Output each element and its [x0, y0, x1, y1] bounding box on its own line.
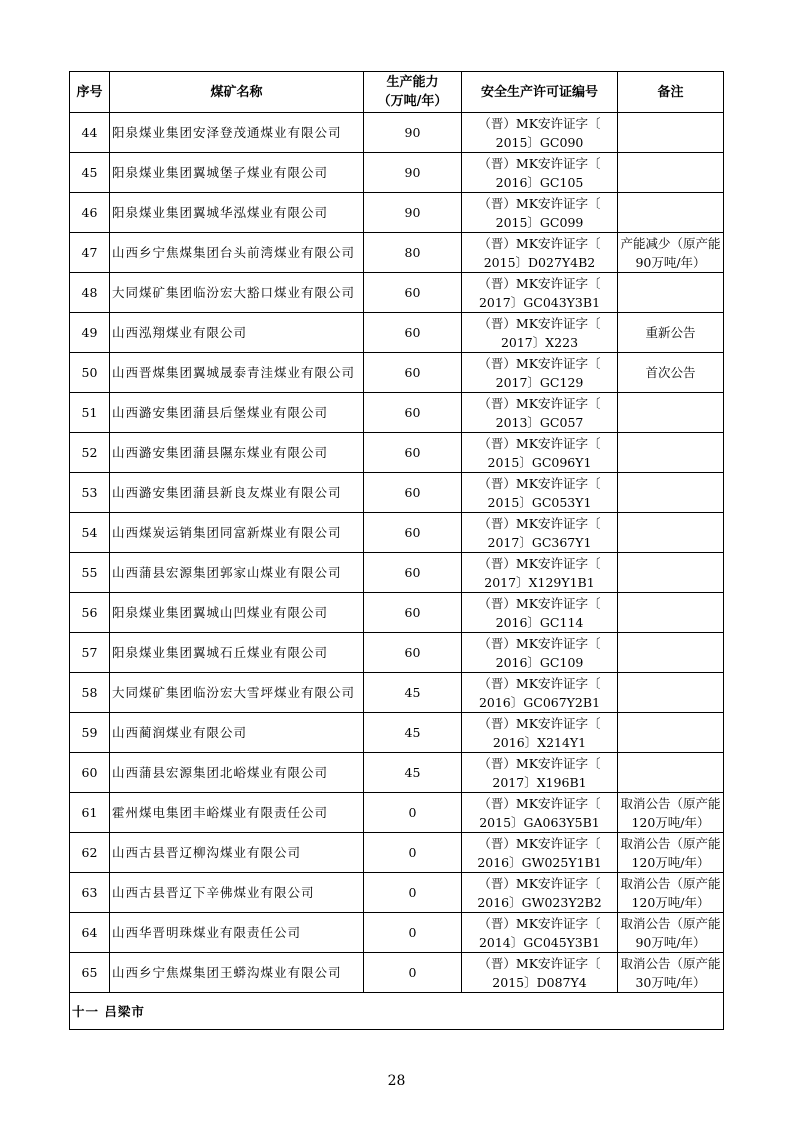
coal-mine-table [69, 71, 724, 1030]
capacity: 60 [364, 553, 462, 593]
mine-name: 山西蔺润煤业有限公司 [110, 713, 364, 753]
capacity: 60 [364, 393, 462, 433]
license-number [462, 113, 618, 153]
license-line2: 2016〕GC105 [495, 174, 584, 190]
license-number [462, 793, 618, 833]
table-row [70, 393, 724, 433]
license-line2: 2016〕GW023Y2B2 [477, 894, 602, 910]
license-line1: （晋）MK安许证字〔 [478, 195, 601, 211]
table-row [70, 553, 724, 593]
capacity: 60 [364, 593, 462, 633]
license-line1: （晋）MK安许证字〔 [478, 235, 601, 251]
note: 产能减少（原产能90万吨/年） [618, 233, 724, 273]
mine-name: 山西泓翔煤业有限公司 [110, 313, 364, 353]
license-line2: 2016〕GC067Y2B1 [478, 694, 601, 710]
capacity: 45 [364, 753, 462, 793]
mine-name: 山西煤炭运销集团同富新煤业有限公司 [110, 513, 364, 553]
license-line2: 2015〕GC096Y1 [487, 454, 592, 470]
header-license: 安全生产许可证编号 [462, 72, 618, 113]
capacity: 0 [364, 793, 462, 833]
license-line2: 2015〕D087Y4 [492, 974, 587, 990]
mine-name: 阳泉煤业集团安泽登茂通煤业有限公司 [110, 113, 364, 153]
license-number [462, 873, 618, 913]
note [618, 553, 724, 593]
row-number: 47 [70, 233, 110, 273]
license-number [462, 273, 618, 313]
mine-name: 大同煤矿集团临汾宏大雪坪煤业有限公司 [110, 673, 364, 713]
row-number: 61 [70, 793, 110, 833]
mine-name: 山西潞安集团蒲县新良友煤业有限公司 [110, 473, 364, 513]
mine-name: 山西蒲县宏源集团郭家山煤业有限公司 [110, 553, 364, 593]
license-line1: （晋）MK安许证字〔 [478, 955, 601, 971]
license-line2: 2016〕GW025Y1B1 [477, 854, 602, 870]
header-no: 序号 [70, 72, 110, 113]
capacity: 90 [364, 113, 462, 153]
capacity: 45 [364, 673, 462, 713]
license-line1: （晋）MK安许证字〔 [478, 155, 601, 171]
license-number [462, 153, 618, 193]
note [618, 433, 724, 473]
license-line1: （晋）MK安许证字〔 [478, 835, 601, 851]
license-number [462, 673, 618, 713]
license-line2: 2015〕GA063Y5B1 [479, 814, 600, 830]
capacity: 60 [364, 313, 462, 353]
license-line1: （晋）MK安许证字〔 [478, 755, 601, 771]
license-number [462, 753, 618, 793]
mine-name: 山西古县晋辽柳沟煤业有限公司 [110, 833, 364, 873]
license-line1: （晋）MK安许证字〔 [478, 635, 601, 651]
license-line2: 2017〕GC129 [495, 374, 584, 390]
license-line1: （晋）MK安许证字〔 [478, 355, 601, 371]
note: 重新公告 [618, 313, 724, 353]
mine-name: 山西乡宁焦煤集团台头前湾煤业有限公司 [110, 233, 364, 273]
table-row [70, 433, 724, 473]
row-number: 62 [70, 833, 110, 873]
license-number [462, 953, 618, 993]
note [618, 593, 724, 633]
row-number: 48 [70, 273, 110, 313]
capacity: 0 [364, 913, 462, 953]
row-number: 56 [70, 593, 110, 633]
row-number: 49 [70, 313, 110, 353]
license-line1: （晋）MK安许证字〔 [478, 875, 601, 891]
license-line1: （晋）MK安许证字〔 [478, 515, 601, 531]
table-row [70, 873, 724, 913]
table-row [70, 593, 724, 633]
row-number: 63 [70, 873, 110, 913]
page-number: 28 [387, 1073, 406, 1089]
note [618, 633, 724, 673]
license-line2: 2013〕GC057 [495, 414, 584, 430]
capacity: 60 [364, 473, 462, 513]
capacity: 60 [364, 433, 462, 473]
table-row [70, 633, 724, 673]
row-number: 50 [70, 353, 110, 393]
table-row [70, 353, 724, 393]
table-row [70, 233, 724, 273]
note [618, 113, 724, 153]
mine-name: 山西乡宁焦煤集团王蟒沟煤业有限公司 [110, 953, 364, 993]
license-line1: （晋）MK安许证字〔 [478, 115, 601, 131]
license-line1: （晋）MK安许证字〔 [478, 395, 601, 411]
capacity: 0 [364, 953, 462, 993]
mine-name: 山西华晋明珠煤业有限责任公司 [110, 913, 364, 953]
capacity: 90 [364, 153, 462, 193]
row-number: 59 [70, 713, 110, 753]
license-line2: 2017〕X129Y1B1 [484, 574, 595, 590]
license-line1: （晋）MK安许证字〔 [478, 555, 601, 571]
table-row [70, 673, 724, 713]
license-number [462, 633, 618, 673]
license-number [462, 233, 618, 273]
header-capacity [364, 72, 462, 113]
license-line1: （晋）MK安许证字〔 [478, 275, 601, 291]
table-row [70, 273, 724, 313]
header-name: 煤矿名称 [110, 72, 364, 113]
capacity: 60 [364, 353, 462, 393]
mine-name: 大同煤矿集团临汾宏大豁口煤业有限公司 [110, 273, 364, 313]
capacity: 0 [364, 873, 462, 913]
row-number: 60 [70, 753, 110, 793]
table-row [70, 753, 724, 793]
license-line2: 2016〕GC109 [495, 654, 584, 670]
header-note: 备注 [618, 72, 724, 113]
license-line2: 2017〕GC043Y3B1 [478, 294, 601, 310]
note [618, 193, 724, 233]
note: 取消公告（原产能30万吨/年） [618, 953, 724, 993]
note: 取消公告（原产能120万吨/年） [618, 833, 724, 873]
mine-name: 阳泉煤业集团翼城石丘煤业有限公司 [110, 633, 364, 673]
license-line1: （晋）MK安许证字〔 [478, 915, 601, 931]
row-number: 51 [70, 393, 110, 433]
section-row [70, 993, 724, 1030]
row-number: 65 [70, 953, 110, 993]
license-line2: 2015〕GC090 [495, 134, 584, 150]
license-number [462, 713, 618, 753]
table-row [70, 513, 724, 553]
license-number [462, 913, 618, 953]
note [618, 393, 724, 433]
row-number: 52 [70, 433, 110, 473]
license-line1: （晋）MK安许证字〔 [478, 475, 601, 491]
mine-name: 阳泉煤业集团翼城山凹煤业有限公司 [110, 593, 364, 633]
mine-name: 山西潞安集团蒲县隰东煤业有限公司 [110, 433, 364, 473]
license-number [462, 193, 618, 233]
license-number [462, 513, 618, 553]
license-number [462, 313, 618, 353]
row-number: 55 [70, 553, 110, 593]
header-capacity-line1: 生产能力 [386, 75, 439, 90]
license-number [462, 473, 618, 513]
row-number: 46 [70, 193, 110, 233]
row-number: 53 [70, 473, 110, 513]
mine-name: 阳泉煤业集团翼城华泓煤业有限公司 [110, 193, 364, 233]
license-number [462, 833, 618, 873]
note [618, 273, 724, 313]
mine-name: 山西潞安集团蒲县后堡煤业有限公司 [110, 393, 364, 433]
license-line2: 2014〕GC045Y3B1 [478, 934, 601, 950]
table-header-row [70, 72, 724, 113]
row-number: 64 [70, 913, 110, 953]
capacity: 0 [364, 833, 462, 873]
note: 取消公告（原产能120万吨/年） [618, 793, 724, 833]
license-line1: （晋）MK安许证字〔 [478, 715, 601, 731]
table-row [70, 153, 724, 193]
license-number [462, 353, 618, 393]
license-line1: （晋）MK安许证字〔 [478, 595, 601, 611]
note [618, 513, 724, 553]
license-line2: 2017〕X223 [500, 334, 579, 350]
mine-name: 阳泉煤业集团翼城堡子煤业有限公司 [110, 153, 364, 193]
license-line2: 2017〕GC367Y1 [487, 534, 592, 550]
table-row [70, 313, 724, 353]
license-line2: 2016〕X214Y1 [492, 734, 587, 750]
table-row [70, 833, 724, 873]
table-row [70, 193, 724, 233]
note [618, 713, 724, 753]
note [618, 673, 724, 713]
mine-name: 山西晋煤集团翼城晟泰青洼煤业有限公司 [110, 353, 364, 393]
capacity: 60 [364, 273, 462, 313]
capacity: 60 [364, 633, 462, 673]
capacity: 45 [364, 713, 462, 753]
note [618, 153, 724, 193]
row-number: 44 [70, 113, 110, 153]
note: 取消公告（原产能120万吨/年） [618, 873, 724, 913]
note: 首次公告 [618, 353, 724, 393]
note [618, 753, 724, 793]
capacity: 60 [364, 513, 462, 553]
license-number [462, 553, 618, 593]
header-capacity-line2: （万吨/年） [377, 94, 448, 109]
license-number [462, 433, 618, 473]
license-number [462, 593, 618, 633]
license-number [462, 393, 618, 433]
table-row [70, 113, 724, 153]
note: 取消公告（原产能90万吨/年） [618, 913, 724, 953]
license-line2: 2015〕GC053Y1 [487, 494, 592, 510]
license-line1: （晋）MK安许证字〔 [478, 435, 601, 451]
table-row [70, 793, 724, 833]
license-line2: 2015〕GC099 [495, 214, 584, 230]
note [618, 473, 724, 513]
capacity: 90 [364, 193, 462, 233]
license-line1: （晋）MK安许证字〔 [478, 795, 601, 811]
license-line2: 2015〕D027Y4B2 [483, 254, 596, 270]
table-row [70, 953, 724, 993]
table-row [70, 713, 724, 753]
mine-name: 霍州煤电集团丰峪煤业有限责任公司 [110, 793, 364, 833]
row-number: 58 [70, 673, 110, 713]
capacity: 80 [364, 233, 462, 273]
license-line2: 2017〕X196B1 [492, 774, 587, 790]
row-number: 45 [70, 153, 110, 193]
table-row [70, 913, 724, 953]
license-line1: （晋）MK安许证字〔 [478, 315, 601, 331]
license-line2: 2016〕GC114 [495, 614, 584, 630]
mine-name: 山西蒲县宏源集团北峪煤业有限公司 [110, 753, 364, 793]
mine-name: 山西古县晋辽下辛佛煤业有限公司 [110, 873, 364, 913]
license-line1: （晋）MK安许证字〔 [478, 675, 601, 691]
table-row [70, 473, 724, 513]
row-number: 54 [70, 513, 110, 553]
row-number: 57 [70, 633, 110, 673]
section-title: 十一 吕梁市 [70, 993, 724, 1030]
